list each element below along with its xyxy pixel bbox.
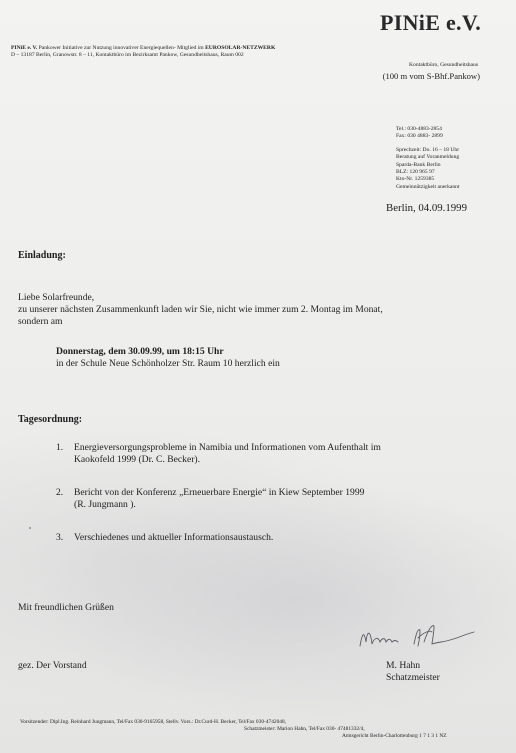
greeting: Liebe Solarfreunde, bbox=[18, 292, 95, 303]
intro-line-2: sondern am bbox=[18, 316, 63, 327]
signer-role: Schatzmeister bbox=[386, 672, 440, 683]
sender-org-short: PINiE e. V. bbox=[11, 45, 38, 51]
footer-line-2: Schatzmeister: Marion Hahn, Tel/Fax 030- 47481332/4, bbox=[244, 725, 365, 732]
sender-org-description: Pankower Initiative zur Nutzung innovativer Energiequellen- Mitglied im bbox=[38, 45, 204, 51]
contact-kto: Kto-Nr. 1259385 bbox=[396, 176, 435, 183]
tagesordnung-heading: Tagesordnung: bbox=[18, 414, 83, 425]
contact-gemeinnuetzig: Gemeinnützigkeit anerkannt bbox=[396, 183, 460, 190]
agenda-item bbox=[56, 532, 273, 544]
sender-line-2: D – 13187 Berlin, Granowstr. 8 – 11, Kontaktbüro im Bezirksamt Pankow, Gesundheitshaus, Raum 002 bbox=[11, 52, 244, 59]
contact-details bbox=[396, 126, 460, 191]
signed-by: gez. Der Vorstand bbox=[18, 660, 87, 671]
agenda-text-line-2: (R. Jungmann ). bbox=[74, 499, 136, 510]
footer-line-1: Vorsitzender: Dipl.Ing. Reinhard Jungmann, Tel/Fax 030-9165958, Stellv. Vors.: Dr.Curd-H. Becker, Tel/Fax 030-4742048, bbox=[20, 719, 287, 725]
contact-tel: Tel.: 030-4883-2854 bbox=[396, 126, 442, 132]
closing: Mit freundlichen Grüßen bbox=[18, 602, 114, 613]
sender-line-1 bbox=[11, 45, 275, 52]
agenda-text-line-1: Energieversorgungsprobleme in Namibia und Informationen vom Aufenthalt im bbox=[74, 442, 381, 453]
intro-line-1: zu unserer nächsten Zusammenkunft laden wir Sie, nicht wie immer zum 2. Montag im Monat, bbox=[18, 304, 383, 315]
paper-speck bbox=[29, 527, 31, 529]
agenda-text-line-2: Kaokofeld 1999 (Dr. C. Becker). bbox=[74, 454, 201, 465]
contact-office: Kontaktbüro, Gesundheitshaus bbox=[409, 62, 478, 68]
agenda-number: 1. bbox=[56, 442, 64, 453]
agenda-text-line-1: Bericht von der Konferenz „Erneuerbare Energie“ in Kiew September 1999 bbox=[74, 487, 365, 498]
signer-block bbox=[386, 660, 440, 684]
contact-blz: BLZ: 120 965 97 bbox=[396, 169, 435, 176]
event-date: Donnerstag, dem 30.09.99, um 18:15 Uhr bbox=[56, 346, 224, 357]
signer-name: M. Hahn bbox=[386, 660, 421, 671]
organization-name: PINiE e.V. bbox=[380, 10, 481, 35]
contact-bank: Sparda-Bank Berlin bbox=[396, 161, 441, 168]
letter-footer bbox=[20, 719, 447, 739]
einladung-heading: Einladung: bbox=[18, 250, 66, 261]
contact-distance: (100 m vom S-Bhf.Pankow) bbox=[382, 71, 480, 81]
agenda-number: 2. bbox=[56, 487, 64, 498]
letter-date: Berlin, 04.09.1999 bbox=[386, 202, 467, 214]
sender-address bbox=[11, 45, 275, 59]
handwritten-signature bbox=[354, 620, 480, 654]
agenda-number: 3. bbox=[56, 532, 64, 543]
event-details bbox=[56, 346, 280, 370]
agenda-item bbox=[56, 442, 381, 466]
contact-fax: Fax: 030 4883- 2899 bbox=[396, 133, 443, 140]
agenda-item bbox=[56, 487, 364, 511]
event-place: in der Schule Neue Schönholzer Str. Raum 10 herzlich ein bbox=[56, 358, 280, 369]
agenda-text-line-1: Verschiedenes und aktueller Informationsaustausch. bbox=[74, 532, 274, 543]
footer-line-3: Amtsgericht Berlin-Charlottenburg 1 7 1 3 1 NZ bbox=[342, 732, 447, 739]
intro-paragraph bbox=[18, 292, 383, 328]
contact-beratung: Beratung auf Voranmeldung bbox=[396, 154, 460, 161]
sender-network: EUROSOLAR-NETZWERK bbox=[205, 45, 276, 51]
contact-sprechzeit: Sprechzeit: Do. 16 – 18 Uhr bbox=[396, 146, 460, 153]
